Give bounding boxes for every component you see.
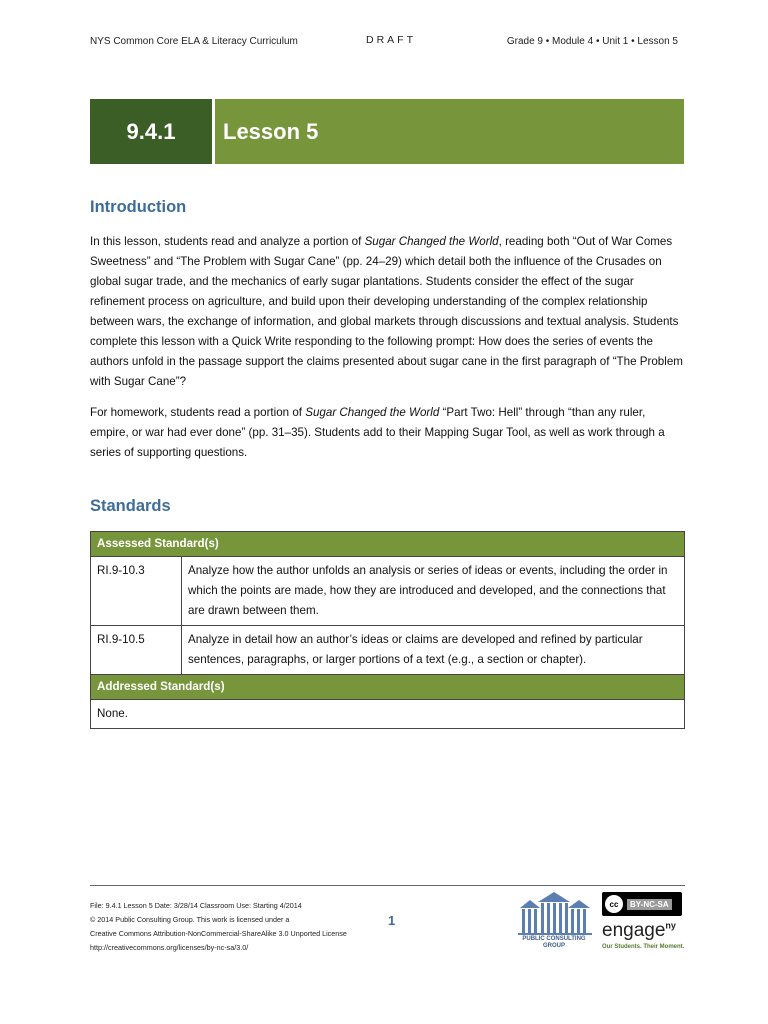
footer-file-info: File: 9.4.1 Lesson 5 Date: 3/28/14 Classroom Use: Starting 4/2014: [90, 901, 302, 910]
book-title: Sugar Changed the World: [364, 235, 499, 248]
header-curriculum: NYS Common Core ELA & Literacy Curriculum: [90, 36, 298, 47]
introduction-paragraph: [90, 232, 686, 392]
standard-text: Analyze in detail how an author’s ideas or claims are developed and refined by particular sentences, paragraphs, or larger portions of a text (e.g., a section or chapter).: [182, 626, 685, 675]
header-grade-info: Grade 9 • Module 4 • Unit 1 • Lesson 5: [506, 36, 678, 47]
addressed-header-row: [91, 675, 685, 700]
lesson-title: Lesson 5: [215, 99, 684, 164]
homework-paragraph: [90, 403, 686, 463]
table-row: [91, 700, 685, 729]
footer-license: Creative Commons Attribution-NonCommercial-ShareAlike 3.0 Unported License: [90, 929, 347, 938]
footer-rule: [90, 885, 685, 886]
homework-text-part: For homework, students read a portion of: [90, 406, 306, 419]
addressed-header: Addressed Standard(s): [91, 675, 685, 700]
engage-sup: ny: [665, 920, 676, 931]
table-row: [91, 626, 685, 675]
lesson-banner: [90, 99, 684, 164]
page-number: 1: [388, 913, 396, 928]
standard-code: RI.9-10.5: [91, 626, 182, 675]
assessed-header: Assessed Standard(s): [91, 532, 685, 557]
footer-license-link[interactable]: http://creativecommons.org/licenses/by-nc-sa/3.0/: [90, 943, 249, 952]
homework-text-part: “Part Two: Hell” through “than any ruler, empire, or war had ever done” (pp. 31–35). Students add to their Mapping Sugar Tool, as well as work through a series of supporting questions.: [90, 406, 665, 459]
addressed-text: None.: [91, 700, 685, 729]
book-title: Sugar Changed the World: [305, 406, 440, 419]
standards-table: [90, 531, 685, 729]
cc-license-label: BY-NC-SA: [627, 899, 672, 910]
assessed-header-row: [91, 532, 685, 557]
cc-icon: cc: [605, 895, 623, 913]
header-draft: DRAFT: [366, 34, 416, 46]
intro-text-part: In this lesson, students read and analyze a portion of: [90, 235, 365, 248]
standard-text: Analyze how the author unfolds an analysis or series of ideas or events, including the order in which the points are made, how they are introduced and developed, and the connections that are drawn between them.: [182, 557, 685, 626]
footer-copyright: © 2014 Public Consulting Group. This work is licensed under a: [90, 915, 290, 924]
creative-commons-badge: [602, 892, 682, 916]
intro-text-part: , reading both “Out of War Comes Sweetness” and “The Problem with Sugar Cane” (pp. 24–29) which detail both the influence of the Crusades on global sugar trade, and the mechanics of early sugar plantations. Students consider the effect of the sugar refinement process on agriculture, and build upon their developing understanding of the complex relationship between wars, the exchange of information, and global markets through discussions and textual analysis. Students complete this lesson with a Quick Write responding to the following prompt: How does the series of events the authors unfold in the passage support the claims presented about sugar cane in the first paragraph of “The Problem with Sugar Cane”?: [90, 235, 683, 388]
standards-heading: Standards: [90, 497, 171, 515]
pcg-logo-text: PUBLIC CONSULTING GROUP: [522, 936, 586, 949]
engage-text: engage: [602, 920, 666, 941]
engageny-logo: [602, 920, 676, 942]
standard-code: RI.9-10.3: [91, 557, 182, 626]
engageny-tagline: Our Students. Their Moment.: [602, 944, 685, 950]
table-row: [91, 557, 685, 626]
introduction-heading: Introduction: [90, 198, 187, 216]
lesson-number: 9.4.1: [90, 99, 212, 164]
